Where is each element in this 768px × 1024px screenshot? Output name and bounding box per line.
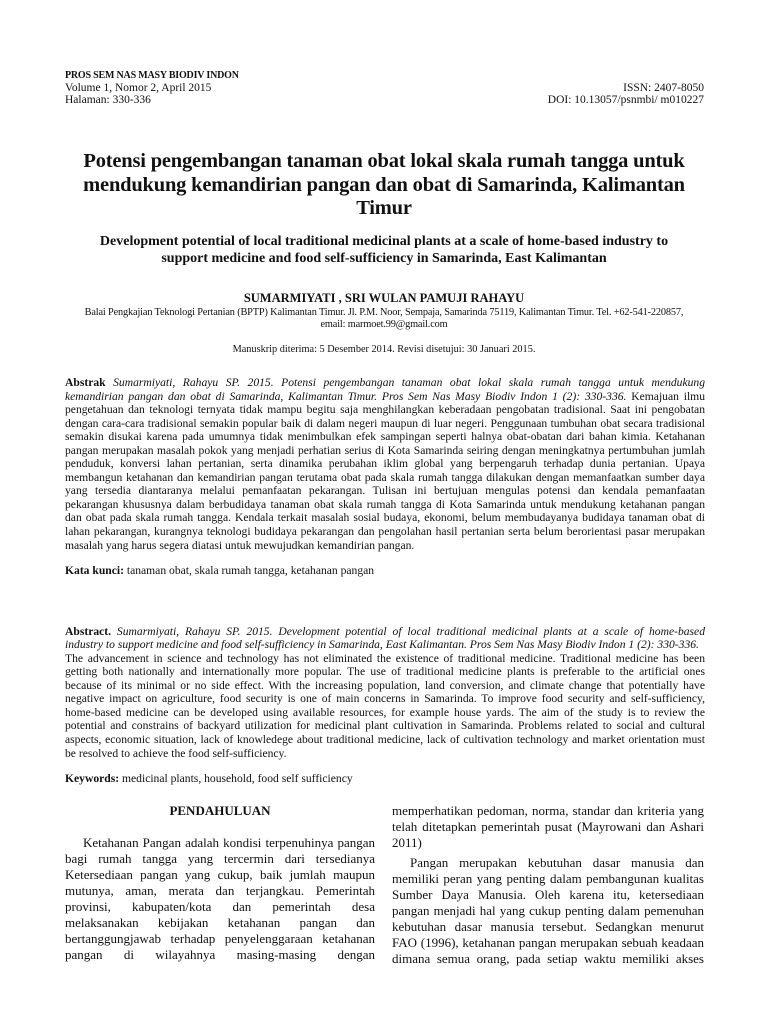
- abstract-citation: industry to support medicine and food self-sufficiency in Samarinda, East Kalimantan. Pros Sem Nas Masy Biodiv Indon 1 (2): 330-336.: [65, 638, 699, 652]
- text-line: semakin disukai karena pada umumnya tidak menimbulkan efek sampingan seperti halnya obat-obatan dari bahan kimia. Ketahanan: [65, 430, 705, 444]
- title-line: mendukung kemandirian pangan dan obat di Samarinda, Kalimantan: [83, 173, 685, 196]
- text-line: pangan di wilayahnya masing-masing dengan: [65, 947, 375, 962]
- abstract-section: [65, 625, 705, 760]
- text-line: lahan pekarangan, kurangnya teknologi budidaya pekarangan dan pengolahan hasil pertanian serta belum berorientasi pasar merupakan: [65, 525, 705, 539]
- text-line: yang tersedia diantaranya melalui pemanfaatan pekarangan. Tulisan ini bertujuan mengulas potensi dan kendala pemanfaatan: [65, 484, 705, 498]
- text-line: Ketahanan Pangan adalah kondisi terpenuhinya pangan: [83, 835, 375, 850]
- affiliation: [60, 307, 708, 331]
- abstract-label: Abstract.: [65, 624, 112, 638]
- keywords-label: Keywords:: [65, 772, 120, 786]
- text-line: mutunya, aman, merata dan terjangkau. Pemerintah: [65, 883, 375, 898]
- text-line: telah ditetapkan pemerintah pusat (Mayrowani dan Ashari: [392, 819, 704, 834]
- journal-name: PROS SEM NAS MASY BIODIV INDON: [65, 70, 239, 81]
- keywords: [65, 772, 705, 786]
- kata-kunci-label: Kata kunci:: [65, 564, 124, 578]
- text-line: pekarangan khususnya dalam berbudidaya tanaman obat skala rumah tangga di Kota Samarinda untuk mendukung ketahanan pangan: [65, 497, 705, 511]
- abstracts-block: [65, 376, 705, 786]
- text-line: aspects, economic situation, lack of knowledege about traditional medicine, lack of cultivation technology and market orientation must: [65, 733, 705, 747]
- paper-subtitle: [60, 233, 708, 267]
- text-line: provinsi, kabupaten/kota dan pemerintah desa: [65, 899, 375, 914]
- text-line: pengetahuan dan teknologi ternyata tidak mampu begitu saja menghilangkan keberadaan pengobatan tradisional. Saat ini pengobatan: [65, 403, 705, 417]
- paper-title: [60, 150, 708, 221]
- right-column: [392, 803, 704, 967]
- text-line: Sumber Daya Manusia. Oleh karena itu, ketersediaan: [392, 887, 704, 902]
- abstrak-section: [65, 376, 705, 552]
- issn: ISSN: 2407-8050: [623, 82, 704, 94]
- subtitle-line: Development potential of local traditional medicinal plants at a scale of home-based industry to: [99, 234, 669, 249]
- subtitle-line: support medicine and food self-sufficiency in Samarinda, East Kalimantan: [161, 251, 607, 266]
- authors: SUMARMIYATI , SRI WULAN PAMUJI RAHAYU: [243, 291, 525, 305]
- text-line: kebutuhan dasar manusia tersebut. Sedangkan menurut: [392, 919, 704, 934]
- text-line: memperhatikan pedoman, norma, standar dan kriteria yang: [392, 803, 704, 818]
- title-line: Timur: [356, 197, 412, 219]
- text-line: The advancement in science and technology has not eliminated the existence of traditional medicine. Traditional medicine has been: [65, 651, 705, 665]
- text-line: masalah yang harus segera diatasi untuk mewujudkan kemandirian pangan.: [65, 538, 415, 552]
- abstract-citation: Sumarmiyati, Rahayu SP. 2015. Development potential of local traditional medicinal plants at a scale of home-based: [111, 624, 705, 638]
- keywords-value: medicinal plants, household, food self sufficiency: [119, 772, 353, 786]
- text-line: Pangan merupakan kebutuhan dasar manusia dan: [410, 855, 704, 870]
- manuscript-dates: Manuskrip diterima: 5 Desember 2014. Revisi disetujui: 30 Januari 2015.: [232, 344, 536, 355]
- author-email: email: marmoet.99@gmail.com: [320, 319, 448, 330]
- abstrak-citation: kemandirian pangan dan obat di Samarinda, Kalimantan Timur. Pros Sem Nas Masy Biodiv Indon 1 (2): 330-336.: [65, 389, 627, 403]
- text-line: pangan merupakan masalah pokok yang menjadi perhatian serius di Kota Samarinda seiring dengan meningkatnya pertumbuhan jumlah: [65, 443, 705, 457]
- abstrak-citation: Sumarmiyati, Rahayu SP. 2015. Potensi pengembangan tanaman obat lokal skala rumah tangga untuk mendukung: [105, 376, 705, 389]
- text-line: dan obat pada skala rumah tangga. Kendala terkait masalah sosial budaya, ekonomi, belum membudayanya budidaya tanaman obat di: [65, 511, 705, 525]
- text-line: bagi rumah tangga yang tercermin dari tersedianya: [65, 851, 375, 866]
- text-line: home-based medicine can be developed using available resources, for example house yards. The aim of the study is to review the: [65, 705, 705, 719]
- kata-kunci-value: tanaman obat, skala rumah tangga, ketahanan pangan: [123, 564, 375, 578]
- left-column: [65, 835, 375, 963]
- text-line: FAO (1996), ketahanan pangan merupakan sebuah keadaan: [392, 935, 704, 950]
- kata-kunci: [65, 564, 705, 578]
- journal-ids: [548, 82, 704, 106]
- journal-header: [65, 70, 239, 106]
- section-heading: PENDAHULUAN: [169, 803, 271, 818]
- text-line: getting both nationally and internationally more popular. The use of traditional medicine plants is preferable to the artificial ones: [65, 665, 705, 679]
- text-line: pangan menjadi hal yang cukup penting dalam pemenuhan: [392, 903, 704, 918]
- text-line: potential and constrains of backyard utilization for medicinal plant cultivation in Samarinda. Problems related to social and cultural: [65, 719, 705, 733]
- volume-info: Volume 1, Nomor 2, April 2015: [65, 82, 212, 94]
- abstrak-text: Kemajuan ilmu: [626, 389, 705, 403]
- doi: DOI: 10.13057/psnmbi/ m010227: [547, 94, 704, 106]
- text-line: memiliki peran yang penting dalam pembangunan kualitas: [392, 871, 704, 886]
- page-range: Halaman: 330-336: [65, 94, 151, 106]
- text-line: dengan cara-cara tradisional semakin popular baik di dalam negeri maupun di luar negeri. Penggunaan tumbuhan obat secara tradisional: [65, 416, 705, 430]
- text-line: negative impact on agriculture, food security is one of main concerns in Samarinda. To improve food security and self-sufficiency,: [65, 692, 705, 706]
- text-line: Ketersediaan pangan yang cukup, baik jumlah maupun: [65, 867, 375, 882]
- affiliation-address: Balai Pengkajian Teknologi Pertanian (BPTP) Kalimantan Timur. Jl. P.M. Noor, Sempaja, Samarinda 75119, Kalimantan Timur. Tel. +62-541-220857,: [84, 307, 684, 318]
- abstrak-label: Abstrak: [65, 376, 106, 389]
- text-line: bertanggungjawab terhadap penyelenggaraan ketahanan: [65, 931, 375, 946]
- text-line: 2011): [392, 835, 422, 850]
- text-line: because of its minimal or no side effect. With the increasing population, land conversion, and climate change that potentially have: [65, 678, 705, 692]
- title-line: Potensi pengembangan tanaman obat lokal skala rumah tangga untuk: [83, 150, 685, 172]
- text-line: dimana semua orang, pada setiap waktu memiliki akses: [392, 951, 704, 966]
- text-line: membangun ketahanan dan kemandirian pangan terutama obat pada skala rumah tangga dilakukan dengan memanfaatkan sumber daya: [65, 470, 705, 484]
- text-line: melaksanakan kebijakan ketahanan pangan dan: [65, 915, 375, 930]
- text-line: be resolved to achieve the food self-sufficiency.: [65, 746, 287, 760]
- text-line: penduduk, konversi lahan pertanian, serta dinamika perubahan iklim global yang berpengaruh terhadap dunia pertanian. Upaya: [65, 457, 705, 471]
